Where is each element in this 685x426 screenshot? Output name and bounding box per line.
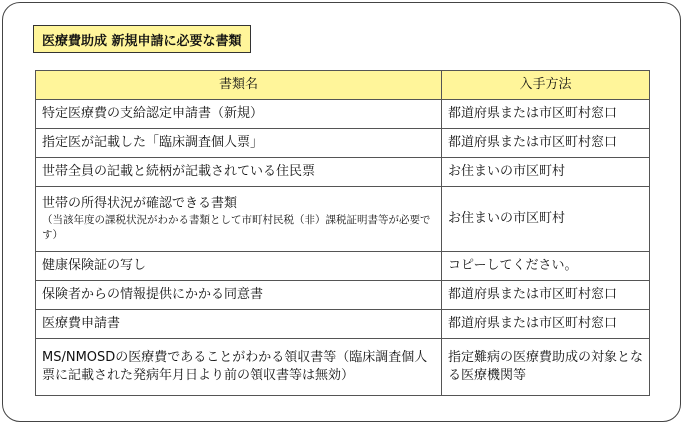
table-row bbox=[36, 339, 650, 396]
table-row bbox=[36, 100, 650, 129]
acquisition-method-cell: お住まいの市区町村 bbox=[442, 158, 650, 187]
document-note-text: （当該年度の課税状況がわかる書類として市町村民税（非）課税証明書等が必要です） bbox=[42, 214, 431, 241]
table-row bbox=[36, 158, 650, 187]
document-name-cell: 世帯全員の記載と続柄が記載されている住民票 bbox=[36, 158, 442, 187]
table-row bbox=[36, 129, 650, 158]
acquisition-method-cell: 指定難病の医療費助成の対象となる医療機関等 bbox=[442, 339, 650, 396]
document-name-cell: 医療費申請書 bbox=[36, 310, 442, 339]
acquisition-method-cell: コピーしてください。 bbox=[442, 252, 650, 281]
acquisition-method-cell: 都道府県または市区町村窓口 bbox=[442, 310, 650, 339]
table-header-row bbox=[36, 71, 650, 100]
document-name-cell: 特定医療費の支給認定申請書（新規） bbox=[36, 100, 442, 129]
acquisition-method-cell: 都道府県または市区町村窓口 bbox=[442, 100, 650, 129]
table-row bbox=[36, 310, 650, 339]
acquisition-method-cell: 都道府県または市区町村窓口 bbox=[442, 129, 650, 158]
acquisition-method-cell: 都道府県または市区町村窓口 bbox=[442, 281, 650, 310]
acquisition-method-cell: お住まいの市区町村 bbox=[442, 187, 650, 252]
document-name-cell: 指定医が記載した「臨床調査個人票」 bbox=[36, 129, 442, 158]
table-row bbox=[36, 252, 650, 281]
header-acquisition-method: 入手方法 bbox=[442, 71, 650, 100]
document-name-text: 世帯の所得状況が確認できる書類 bbox=[42, 196, 238, 211]
document-name-cell: MS/NMOSDの医療費であることがわかる領収書等（臨床調査個人票に記載された発病年月日より前の領収書等は無効） bbox=[36, 339, 442, 396]
document-name-cell bbox=[36, 187, 442, 252]
table-row bbox=[36, 187, 650, 252]
document-name-cell: 健康保険証の写し bbox=[36, 252, 442, 281]
documents-table bbox=[35, 70, 650, 396]
document-name-cell: 保険者からの情報提供にかかる同意書 bbox=[36, 281, 442, 310]
header-document-name: 書類名 bbox=[36, 71, 442, 100]
table-row bbox=[36, 281, 650, 310]
page-title: 医療費助成 新規申請に必要な書類 bbox=[33, 25, 251, 53]
